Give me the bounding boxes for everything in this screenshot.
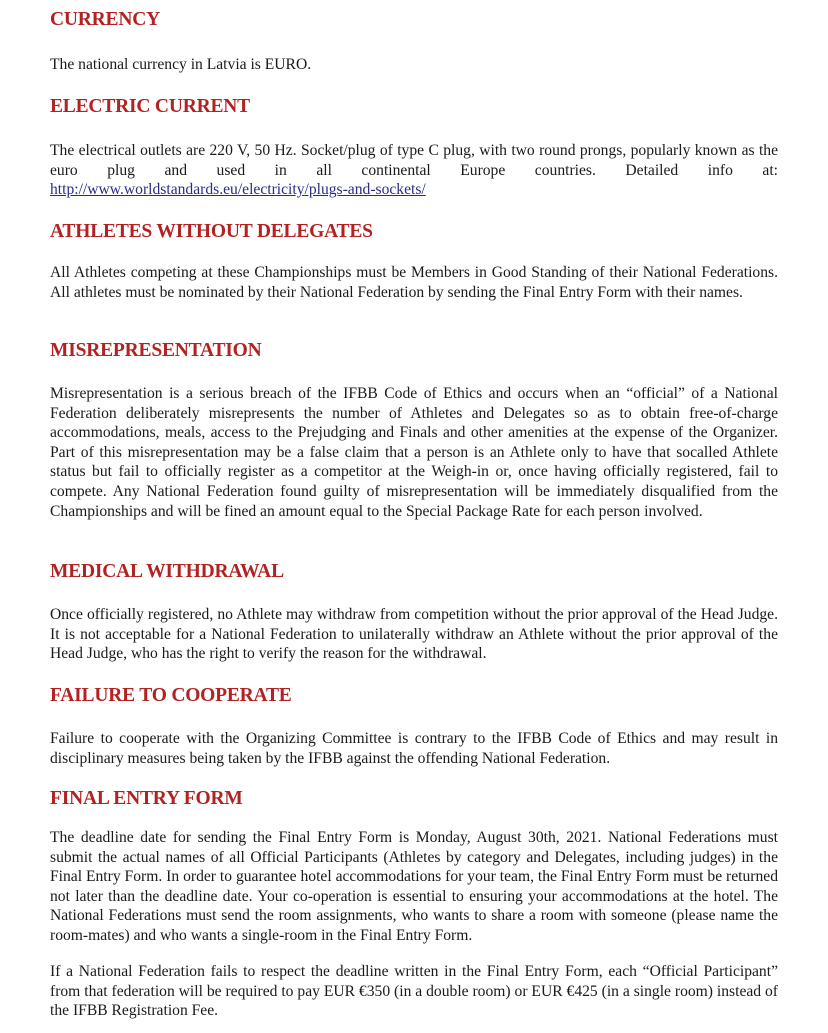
paragraph-final-entry-form-penalty: If a National Federation fails to respect the deadline written in the Final Entry Form, each “Official Participant” from that federation will be required to pay EUR €350 (in a double room) or EUR €425 (in a single room) instead of the IFBB Registration Fee. <box>50 963 778 1020</box>
heading-athletes-without-delegates: ATHLETES WITHOUT DELEGATES <box>50 221 373 242</box>
heading-misrepresentation: MISREPRESENTATION <box>50 340 262 361</box>
paragraph-electric-current <box>50 141 778 200</box>
paragraph-currency: The national currency in Latvia is EURO. <box>50 56 312 73</box>
paragraph-athletes-without-delegates: All Athletes competing at these Championships must be Members in Good Standing of their National Federations. All athletes must be nominated by their National Federation by sending the Final Entry Form with their names. <box>50 264 778 301</box>
paragraph-failure-to-cooperate: Failure to cooperate with the Organizing Committee is contrary to the IFBB Code of Ethics and may result in disciplinary measures being taken by the IFBB against the offending National Federation. <box>50 730 778 767</box>
paragraph-medical-withdrawal: Once officially registered, no Athlete may withdraw from competition without the prior approval of the Head Judge. It is not acceptable for a National Federation to unilaterally withdraw an Athlete without the prior approval of the Head Judge, who has the right to verify the reason for the withdrawal. <box>50 606 778 663</box>
paragraph-misrepresentation: Misrepresentation is a serious breach of the IFBB Code of Ethics and occurs when an “official” of a National Federation deliberately misrepresents the number of Athletes and Delegates so as to obtain free-of-charge accommodations, meals, access to the Prejudging and Finals and other amenities at the expense of the Organizer. Part of this misrepresentation may be a false claim that a person is an Athlete only to have that socalled Athlete status but fail to officially register as a competitor at the Weigh-in or, once having officially registered, fail to compete. Any National Federation found guilty of misrepresentation will be immediately disqualified from the Championships and will be fined an amount equal to the Special Package Rate for each person involved. <box>50 385 778 520</box>
heading-final-entry-form: FINAL ENTRY FORM <box>50 788 243 809</box>
heading-medical-withdrawal: MEDICAL WITHDRAWAL <box>50 561 284 582</box>
electric-current-text: The electrical outlets are 220 V, 50 Hz. Socket/plug of type C plug, with two round prongs, popularly known as the euro plug and used in all continental Europe countries. Detailed info at: <box>50 142 778 179</box>
heading-failure-to-cooperate: FAILURE TO COOPERATE <box>50 685 292 706</box>
worldstandards-link[interactable]: http://www.worldstandards.eu/electricity/plugs-and-sockets/ <box>50 181 426 199</box>
heading-electric-current: ELECTRIC CURRENT <box>50 96 250 117</box>
paragraph-final-entry-form-deadline: The deadline date for sending the Final Entry Form is Monday, August 30th, 2021. National Federations must submit the actual names of all Official Participants (Athletes by category and Delegates, including judges) in the Final Entry Form. In order to guarantee hotel accommodations for your team, the Final Entry Form must be returned not later than the deadline date. Your co-operation is essential to ensuring your accommodations at the hotel. The National Federations must send the room assignments, who wants to share a room with someone (please name the room-mates) and who wants a single-room in the Final Entry Form. <box>50 829 778 944</box>
heading-currency: CURRENCY <box>50 9 160 30</box>
